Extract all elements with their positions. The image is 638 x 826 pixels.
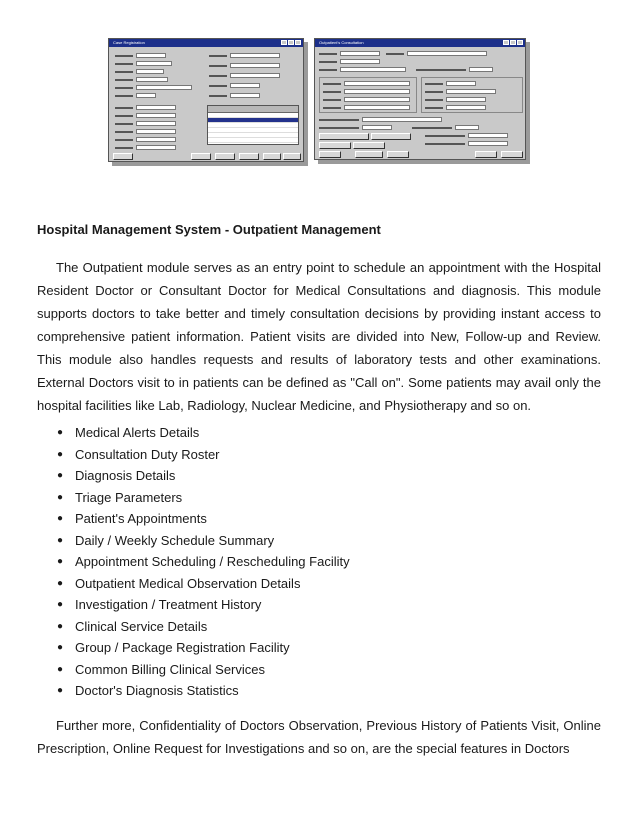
feature-list	[56, 422, 350, 702]
right-window-title: Outpatient's Consultation	[319, 40, 364, 45]
form-row	[115, 129, 176, 134]
form-row	[209, 83, 260, 88]
window-button[interactable]	[191, 153, 211, 160]
form-row	[425, 81, 476, 86]
list-item-label: Appointment Scheduling / Rescheduling Facility	[75, 554, 350, 569]
form-row	[115, 137, 176, 142]
form-row	[115, 69, 164, 74]
window-button[interactable]	[475, 151, 497, 158]
form-row	[425, 133, 508, 138]
case-registration-window	[108, 38, 304, 162]
right-window-titlebar	[315, 39, 525, 47]
left-window-controls	[281, 40, 301, 45]
list-item	[56, 616, 350, 638]
window-button[interactable]	[501, 151, 523, 158]
bullet-icon: ●	[57, 491, 64, 503]
list-item	[56, 659, 350, 681]
form-row	[115, 113, 176, 118]
bullet-icon: ●	[57, 556, 64, 567]
window-button[interactable]	[263, 153, 281, 160]
bullet-icon: ●	[57, 427, 64, 438]
bullet-icon: ●	[57, 470, 64, 481]
form-row	[323, 105, 410, 110]
bullet-icon: ●	[57, 577, 64, 589]
list-item	[56, 680, 350, 702]
list-item-label: Common Billing Clinical Services	[75, 661, 266, 677]
window-button[interactable]	[319, 151, 341, 158]
list-item-label: Consultation Duty Roster	[75, 446, 220, 462]
closing-paragraph: Further more, Confidentiality of Doctors Observation, Previous History of Patients Visit, Online Prescription, Online Request for Investigations and so on, are the special features in Doctors	[37, 718, 601, 756]
form-row	[319, 125, 479, 130]
list-item-label: Patient's Appointments	[75, 511, 207, 526]
window-button[interactable]	[283, 153, 301, 160]
form-row	[425, 141, 508, 146]
form-row	[323, 97, 410, 102]
window-button[interactable]	[319, 142, 351, 149]
form-row	[115, 61, 172, 66]
bullet-icon: ●	[57, 685, 64, 696]
list-item	[56, 422, 350, 444]
form-row	[115, 85, 192, 90]
bullet-icon: ●	[57, 513, 64, 524]
list-item-label: Triage Parameters	[75, 489, 183, 505]
section-heading: Hospital Management System - Outpatient Management	[37, 222, 381, 237]
form-row	[319, 67, 493, 72]
bullet-icon: ●	[57, 620, 64, 632]
form-row	[425, 97, 486, 102]
list-item	[56, 508, 350, 530]
list-item	[56, 465, 350, 487]
form-row	[209, 93, 260, 98]
bullet-icon: ●	[57, 448, 64, 460]
form-row	[115, 93, 156, 98]
list-item-label: Group / Package Registration Facility	[75, 640, 290, 655]
form-row	[319, 117, 442, 122]
list-item	[56, 487, 350, 509]
appointments-grid[interactable]	[207, 105, 299, 145]
left-window-titlebar	[109, 39, 303, 47]
window-button[interactable]	[387, 151, 409, 158]
list-item-label: Diagnosis Details	[75, 468, 176, 483]
list-item	[56, 551, 350, 573]
form-row	[425, 89, 496, 94]
form-row	[323, 81, 410, 86]
bullet-icon: ●	[57, 534, 64, 546]
window-button[interactable]	[215, 153, 235, 160]
window-button[interactable]	[239, 153, 259, 160]
list-item-label: Clinical Service Details	[75, 618, 208, 634]
form-row	[319, 59, 380, 64]
window-button[interactable]	[353, 142, 385, 149]
outpatient-consultation-window	[314, 38, 526, 160]
form-row	[115, 145, 176, 150]
form-row	[319, 51, 487, 56]
list-item	[56, 637, 350, 659]
window-button[interactable]	[355, 151, 383, 158]
right-window-controls	[503, 40, 523, 45]
form-row	[209, 53, 280, 58]
form-row	[209, 63, 280, 68]
screenshot-figure	[108, 38, 530, 166]
bullet-icon: ●	[57, 663, 64, 675]
left-window-title: Case Registration	[113, 40, 145, 45]
window-button[interactable]	[113, 153, 133, 160]
window-button[interactable]	[319, 133, 369, 140]
list-item-label: Daily / Weekly Schedule Summary	[75, 532, 275, 548]
list-item	[56, 573, 350, 595]
list-item-label: Outpatient Medical Observation Details	[75, 575, 301, 591]
form-row	[115, 53, 166, 58]
window-button[interactable]	[371, 133, 411, 140]
form-row	[115, 105, 176, 110]
list-item-label: Doctor's Diagnosis Statistics	[75, 683, 239, 698]
bullet-icon: ●	[57, 599, 64, 610]
list-item-label: Investigation / Treatment History	[75, 597, 262, 612]
bullet-icon: ●	[57, 642, 64, 653]
intro-paragraph: The Outpatient module serves as an entry point to schedule an appointment with the Hospital Resident Doctor or Consultant Doctor for Medical Consultations and diagnosis. This module supports doctors to take better and timely consultation decisions by providing instant access to comprehensive patient information. Patient visits are divided into New, Follow-up and Review. This module also handles requests and results of laboratory tests and other examinations. External Doctors visit to in patients can be defined as "Call on". Some patients may avail only the hospital facilities like Lab, Radiology, Nuclear Medicine, and Physiotherapy and so on.	[37, 260, 601, 413]
list-item	[56, 594, 350, 616]
form-row	[425, 105, 486, 110]
form-row	[115, 77, 168, 82]
list-item	[56, 530, 350, 552]
list-item-label: Medical Alerts Details	[75, 425, 200, 440]
form-row	[209, 73, 280, 78]
list-item	[56, 444, 350, 466]
form-row	[323, 89, 410, 94]
form-row	[115, 121, 176, 126]
